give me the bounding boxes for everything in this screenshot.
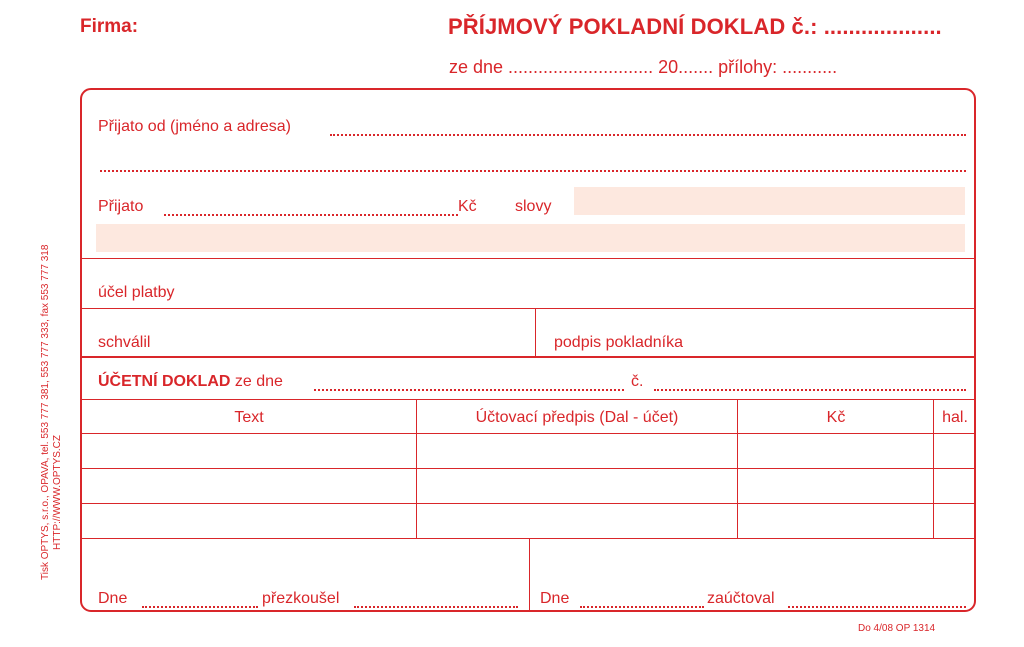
divider-vertical xyxy=(535,308,536,356)
table-row-divider xyxy=(82,503,974,504)
printer-imprint-line: Tisk OPTYS, s.r.o., OPAVA, tel. 553 777 381, 553 777 333, fax 553 777 318 xyxy=(40,244,51,580)
amount-field[interactable] xyxy=(164,214,458,216)
printer-imprint-url: HTTP://WWW.OPTYS.CZ xyxy=(52,435,63,550)
payment-purpose-label: účel platby xyxy=(98,284,175,301)
date-left-field[interactable] xyxy=(142,606,258,608)
form-code: Do 4/08 OP 1314 xyxy=(858,623,936,634)
cashier-signature-label: podpis pokladníka xyxy=(554,334,683,351)
accounting-number-field[interactable] xyxy=(654,389,966,391)
table-row-divider xyxy=(82,468,974,469)
date-right-label: Dne xyxy=(540,590,570,607)
approved-by-label: schválil xyxy=(98,334,151,351)
table-top-border xyxy=(82,399,974,400)
in-words-label: slovy xyxy=(515,198,552,215)
amount-in-words-field-2[interactable] xyxy=(96,224,965,252)
date-attachments-line: ze dne ............................. 20....... přílohy: ........... xyxy=(449,57,838,77)
document-title: PŘÍJMOVÝ POKLADNÍ DOKLAD č.: ................... xyxy=(448,14,942,39)
verified-by-field[interactable] xyxy=(354,606,518,608)
accounting-heading-date: ze dne xyxy=(234,373,283,390)
posted-by-label: zaúčtoval xyxy=(707,590,775,607)
accounting-date-field[interactable] xyxy=(314,389,624,391)
amount-in-words-field[interactable] xyxy=(574,187,965,215)
posted-by-field[interactable] xyxy=(788,606,966,608)
column-header-posting: Účtovací předpis (Dal - účet) xyxy=(475,409,679,426)
date-left-label: Dne xyxy=(98,590,128,607)
accounting-heading xyxy=(98,373,283,391)
column-header-czk: Kč xyxy=(826,409,846,426)
printer-imprint xyxy=(40,245,64,580)
received-label: Přijato xyxy=(98,198,144,215)
verified-by-label: přezkoušel xyxy=(262,590,340,607)
currency-label: Kč xyxy=(458,198,477,215)
accounting-number-label: č. xyxy=(631,373,644,390)
table-row-divider xyxy=(82,433,974,434)
column-header-hal: hal. xyxy=(942,409,968,426)
received-from-field[interactable] xyxy=(330,134,966,136)
company-label: Firma: xyxy=(80,16,139,37)
receipt-form xyxy=(80,88,976,612)
received-from-label: Přijato od (jméno a adresa) xyxy=(98,118,291,135)
divider xyxy=(82,258,974,259)
date-right-field[interactable] xyxy=(580,606,704,608)
table-bottom-border xyxy=(82,538,974,539)
divider xyxy=(82,356,974,358)
column-header-text: Text xyxy=(234,409,264,426)
address-field[interactable] xyxy=(100,170,966,172)
divider xyxy=(82,308,974,309)
accounting-heading-bold: ÚČETNÍ DOKLAD xyxy=(98,373,231,390)
divider-vertical xyxy=(529,538,530,612)
